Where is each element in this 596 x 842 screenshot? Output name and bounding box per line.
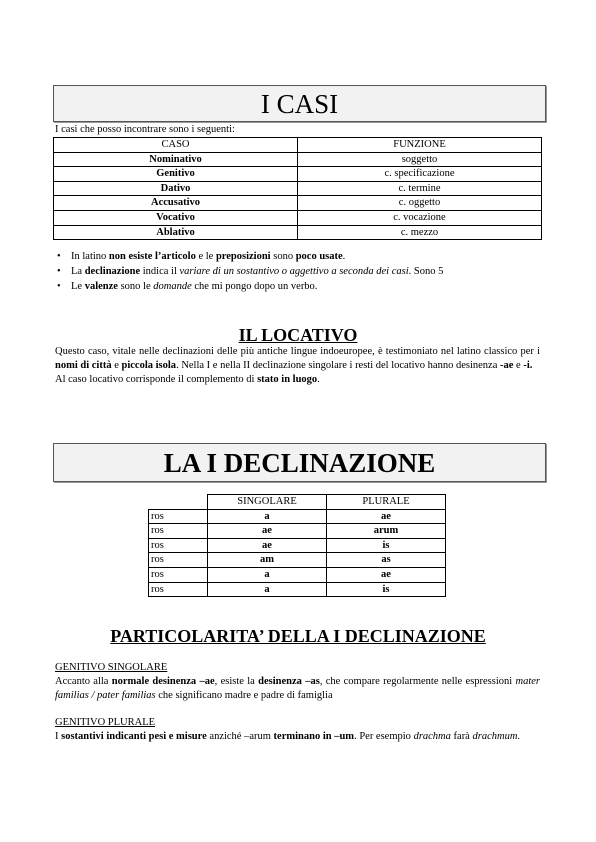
table-row bbox=[54, 167, 542, 182]
plurale-cell: is bbox=[327, 582, 446, 597]
radice-cell: ros bbox=[149, 538, 208, 553]
caso-cell: Ablativo bbox=[54, 225, 298, 240]
plurale-cell: as bbox=[327, 553, 446, 568]
radice-cell: ros bbox=[149, 524, 208, 539]
table-row bbox=[149, 509, 446, 524]
table-header-row bbox=[54, 138, 542, 153]
empty-cell bbox=[149, 495, 208, 510]
caso-cell: Vocativo bbox=[54, 210, 298, 225]
table-row bbox=[54, 225, 542, 240]
table-row bbox=[54, 152, 542, 167]
list-item: • La declinazione indica il variare di un sostantivo o aggettivo a seconda dei casi. Sono 5 bbox=[53, 264, 543, 279]
table-row bbox=[149, 553, 446, 568]
genitivo-singolare-heading: GENITIVO SINGOLARE bbox=[55, 662, 168, 673]
section-title-declinazione: LA I DECLINAZIONE bbox=[53, 443, 546, 482]
funzione-cell: c. mezzo bbox=[298, 225, 542, 240]
section-title-casi: I CASI bbox=[53, 85, 546, 122]
table-row bbox=[54, 181, 542, 196]
genitivo-plurale-heading: GENITIVO PLURALE bbox=[55, 717, 156, 728]
table-header-plurale: PLURALE bbox=[327, 495, 446, 510]
plurale-cell: ae bbox=[327, 509, 446, 524]
casi-table bbox=[53, 137, 542, 240]
plurale-cell: ae bbox=[327, 567, 446, 582]
table-header-singolare: SINGOLARE bbox=[208, 495, 327, 510]
table-row bbox=[149, 567, 446, 582]
list-item: • In latino non esiste l’articolo e le preposizioni sono poco usate. bbox=[53, 249, 543, 264]
singolare-cell: a bbox=[208, 582, 327, 597]
locativo-heading: IL LOCATIVO bbox=[238, 325, 358, 345]
locativo-paragraph: Questo caso, vitale nelle declinazioni delle più antiche lingue indoeuropee, è testimoniato nel latino classico per i nomi di città e piccola isola. Nella I e nella II declinazione singolare i resti del locativo hanno desinenza -ae e -i. Al caso locativo corrisponde il complemento di stato in luogo. bbox=[55, 346, 540, 385]
funzione-cell: c. oggetto bbox=[298, 196, 542, 211]
singolare-cell: a bbox=[208, 509, 327, 524]
funzione-cell: c. vocazione bbox=[298, 210, 542, 225]
table-header-caso: CASO bbox=[54, 138, 298, 153]
caso-cell: Nominativo bbox=[54, 152, 298, 167]
table-row bbox=[54, 210, 542, 225]
table-row bbox=[149, 582, 446, 597]
casi-bullet-list bbox=[53, 249, 543, 294]
funzione-cell: c. termine bbox=[298, 181, 542, 196]
list-item: • Le valenze sono le domande che mi pongo dopo un verbo. bbox=[53, 279, 543, 294]
singolare-cell: ae bbox=[208, 538, 327, 553]
plurale-cell: is bbox=[327, 538, 446, 553]
genitivo-singolare-paragraph: Accanto alla normale desinenza –ae, esiste la desinenza –as, che compare regolarmente nelle espressioni mater familias / pater familias che significano madre e padre di famiglia bbox=[55, 676, 541, 701]
caso-cell: Genitivo bbox=[54, 167, 298, 182]
caso-cell: Accusativo bbox=[54, 196, 298, 211]
radice-cell: ros bbox=[149, 567, 208, 582]
funzione-cell: c. specificazione bbox=[298, 167, 542, 182]
table-row bbox=[149, 538, 446, 553]
table-row bbox=[149, 524, 446, 539]
plurale-cell: arum bbox=[327, 524, 446, 539]
table-header-row bbox=[149, 495, 446, 510]
caso-cell: Dativo bbox=[54, 181, 298, 196]
table-row bbox=[54, 196, 542, 211]
radice-cell: ros bbox=[149, 582, 208, 597]
particolarita-heading: PARTICOLARITA’ DELLA I DECLINAZIONE bbox=[110, 626, 486, 646]
declinazione-table bbox=[148, 494, 446, 597]
table-header-funzione: FUNZIONE bbox=[298, 138, 542, 153]
radice-cell: ros bbox=[149, 553, 208, 568]
casi-intro: I casi che posso incontrare sono i seguenti: bbox=[55, 124, 235, 135]
genitivo-plurale-paragraph: I sostantivi indicanti pesi e misure anziché –arum terminano in –um. Per esempio drachma farà drachmum. bbox=[55, 731, 521, 742]
singolare-cell: am bbox=[208, 553, 327, 568]
singolare-cell: ae bbox=[208, 524, 327, 539]
radice-cell: ros bbox=[149, 509, 208, 524]
funzione-cell: soggetto bbox=[298, 152, 542, 167]
singolare-cell: a bbox=[208, 567, 327, 582]
